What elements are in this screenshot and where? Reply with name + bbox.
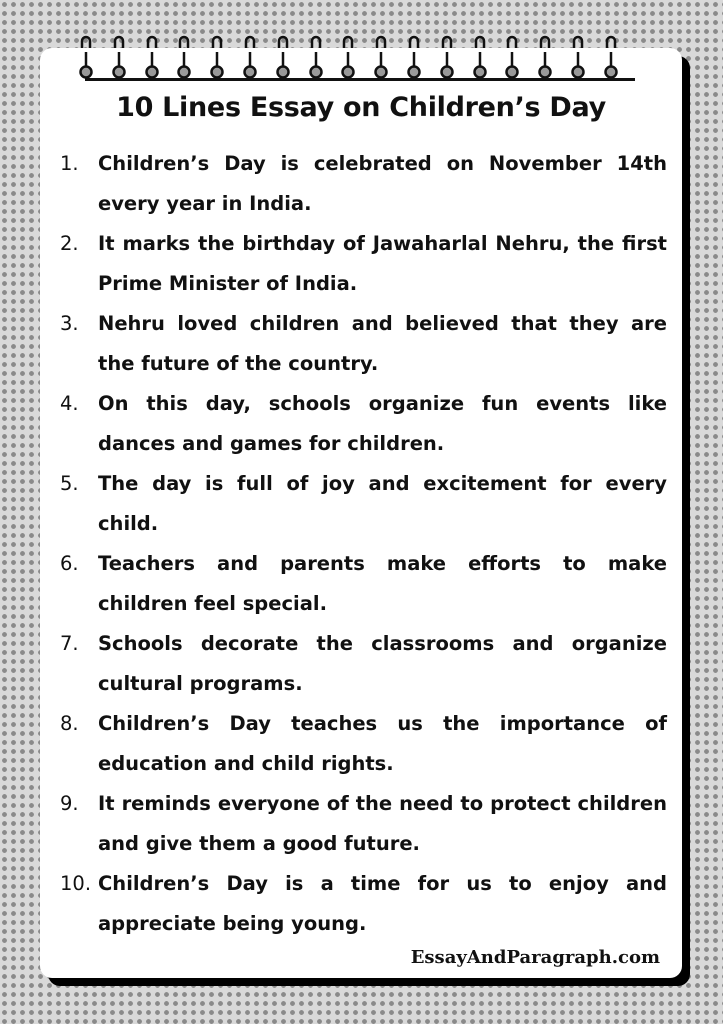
spiral-ring-icon (174, 34, 194, 84)
spiral-ring-icon (601, 34, 621, 84)
list-item (60, 384, 667, 464)
item-text: On this day, schools organize fun events like dances and games for children. (98, 392, 667, 455)
item-number: 4. (60, 392, 79, 415)
list-item (60, 624, 667, 704)
essay-list (60, 144, 667, 944)
spiral-ring-icon (371, 34, 391, 84)
list-item (60, 704, 667, 784)
item-number: 3. (60, 312, 79, 335)
item-number: 9. (60, 792, 79, 815)
spiral-ring-icon (470, 34, 490, 84)
item-number: 7. (60, 632, 79, 655)
spiral-binding (76, 34, 646, 84)
list-item (60, 464, 667, 544)
item-text: Children’s Day is a time for us to enjoy and appreciate being young. (98, 872, 667, 935)
divider (85, 78, 635, 81)
item-number: 10. (60, 872, 92, 895)
item-text: It reminds everyone of the need to protect children and give them a good future. (98, 792, 667, 855)
spiral-ring-icon (76, 34, 96, 84)
item-text: It marks the birthday of Jawaharlal Nehru, the first Prime Minister of India. (98, 232, 667, 295)
site-watermark: EssayAndParagraph.com (410, 947, 660, 968)
list-item (60, 144, 667, 224)
spiral-ring-icon (142, 34, 162, 84)
notebook-card (40, 48, 682, 978)
item-text: Schools decorate the classrooms and organize cultural programs. (98, 632, 667, 695)
spiral-ring-icon (207, 34, 227, 84)
list-item (60, 544, 667, 624)
spiral-ring-icon (109, 34, 129, 84)
spiral-ring-icon (502, 34, 522, 84)
item-number: 2. (60, 232, 79, 255)
list-item (60, 784, 667, 864)
list-item (60, 864, 667, 944)
item-number: 5. (60, 472, 79, 495)
item-text: Teachers and parents make efforts to make children feel special. (98, 552, 667, 615)
spiral-ring-icon (535, 34, 555, 84)
item-number: 8. (60, 712, 79, 735)
list-item (60, 304, 667, 384)
spiral-ring-icon (306, 34, 326, 84)
item-text: The day is full of joy and excitement for every child. (98, 472, 667, 535)
item-number: 1. (60, 152, 79, 175)
item-text: Children’s Day teaches us the importance of education and child rights. (98, 712, 667, 775)
item-text: Nehru loved children and believed that they are the future of the country. (98, 312, 667, 375)
spiral-ring-icon (240, 34, 260, 84)
spiral-ring-icon (568, 34, 588, 84)
spiral-ring-icon (437, 34, 457, 84)
spiral-ring-icon (273, 34, 293, 84)
page-title: 10 Lines Essay on Children’s Day (116, 92, 606, 123)
item-number: 6. (60, 552, 79, 575)
item-text: Children’s Day is celebrated on November 14th every year in India. (98, 152, 667, 215)
list-item (60, 224, 667, 304)
spiral-ring-icon (338, 34, 358, 84)
spiral-ring-icon (404, 34, 424, 84)
